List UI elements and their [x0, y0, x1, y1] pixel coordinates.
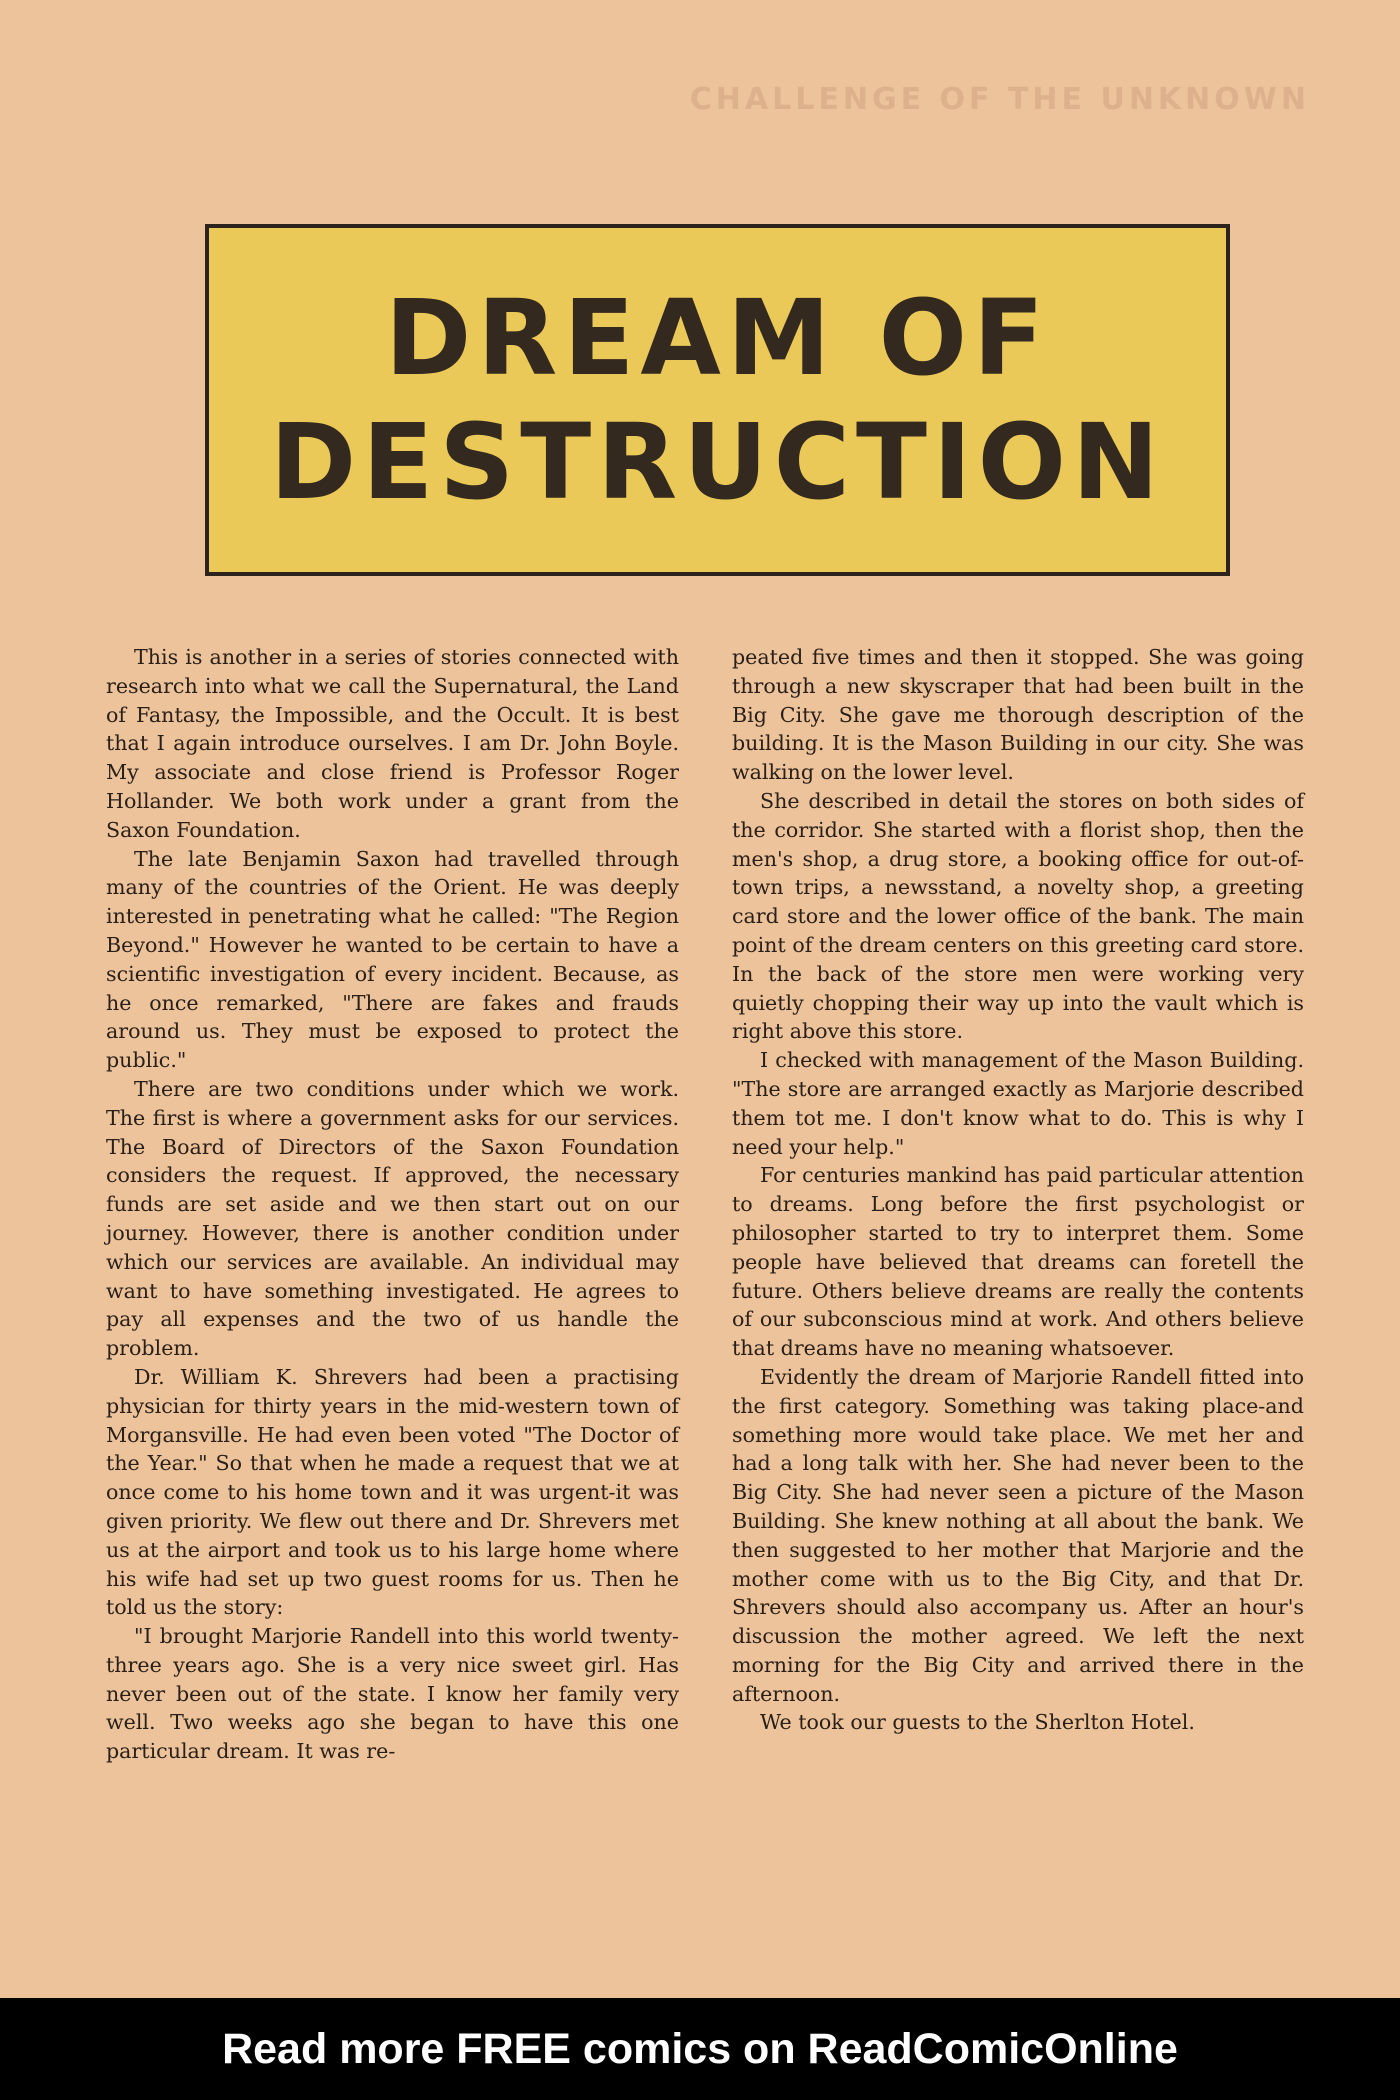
paragraph: There are two conditions under which we work. The first is where a government asks for our services. The Board of Directors of the Saxon Foundation considers the request. If approved, the necessary funds are set aside and we then start out on our journey. However, there is another condition under which our services are available. An individual may want to have something investigated. He agrees to pay all expenses and the two of us handle the problem.	[106, 1076, 679, 1361]
paragraph: For centuries mankind has paid particular attention to dreams. Long before the first psychologist or philosopher started to try to interpret them. Some people have believed that dreams can foretell the future. Others believe dreams are really the contents of our subconscious mind at work. And others believe that dreams have no meaning whatsoever.	[732, 1163, 1304, 1361]
paragraph: This is another in a series of stories connected with research into what we call the Supernatural, the Land of Fantasy, the Impossible, and the Occult. It is best that I again introduce ourselves. I am Dr. John Boyle. My associate and close friend is Professor Roger Hollander. We both work under a grant from the Saxon Foundation.	[106, 645, 679, 842]
paragraph: Dr. William K. Shrevers had been a practising physician for thirty years in the mid-western town of Morgansville. He had even been voted "The Doctor of the Year." So that when he made a request that we at once come to his home town and it was urgent-it was given priority. We flew out there and Dr. Shrevers met us at the airport and took us to his large home where his wife had set up two guest rooms for us. Then he told us the story:	[106, 1364, 679, 1620]
right-text-column	[732, 643, 1304, 1737]
title-line-2: DESTRUCTION	[269, 401, 1166, 523]
paragraph-continued: peated five times and then it stopped. She was going through a new skyscraper that had been built in the Big City. She gave me thorough description of the building. It is the Mason Building in our city. She was walking on the lower level.	[732, 645, 1304, 785]
paragraph: Evidently the dream of Marjorie Randell fitted into the first category. Something was taking place-and something more would take place. We met her and had a long talk with her. She had never been to the Big City. She had never seen a picture of the Mason Building. She knew nothing at all about the bank. We then suggested to her mother that Marjorie and the mother come with us to the Big City, and that Dr. Shrevers should also accompany us. After an hour's discussion the mother agreed. We left the next morning for the Big City and arrived there in the afternoon.	[732, 1364, 1304, 1706]
title-line-1: DREAM OF	[384, 277, 1051, 399]
paragraph: We took our guests to the Sherlton Hotel.	[760, 1710, 1195, 1735]
faint-show-through-header: CHALLENGE OF THE UNKNOWN	[689, 82, 1310, 117]
promo-banner[interactable]: Read more FREE comics on ReadComicOnline	[0, 1998, 1400, 2100]
paragraph: "I brought Marjorie Randell into this world twenty-three years ago. She is a very nice sweet girl. Has never been out of the state. I know her family very well. Two weeks ago she began to have this one particular dream. It was re-	[106, 1624, 679, 1764]
paragraph: I checked with management of the Mason Building. "The store are arranged exactly as Marjorie described them tot me. I don't know what to do. This is why I need your help."	[732, 1048, 1304, 1159]
paragraph: The late Benjamin Saxon had travelled through many of the countries of the Orient. He was deeply interested in penetrating what he called: "The Region Beyond." However he wanted to be certain to have a scientific investigation of every incident. Because, as he once remarked, "There are fakes and frauds around us. They must be exposed to protect the public."	[106, 846, 679, 1073]
left-text-column	[106, 643, 679, 1766]
paragraph: She described in detail the stores on both sides of the corridor. She started with a florist shop, then the men's shop, a drug store, a booking office for out-of-town trips, a newsstand, a novelty shop, a greeting card store and the lower office of the bank. The main point of the dream centers on this greeting card store. In the back of the store men were working very quietly chopping their way up into the vault which is right above this store.	[732, 788, 1304, 1044]
title-box	[205, 224, 1230, 576]
